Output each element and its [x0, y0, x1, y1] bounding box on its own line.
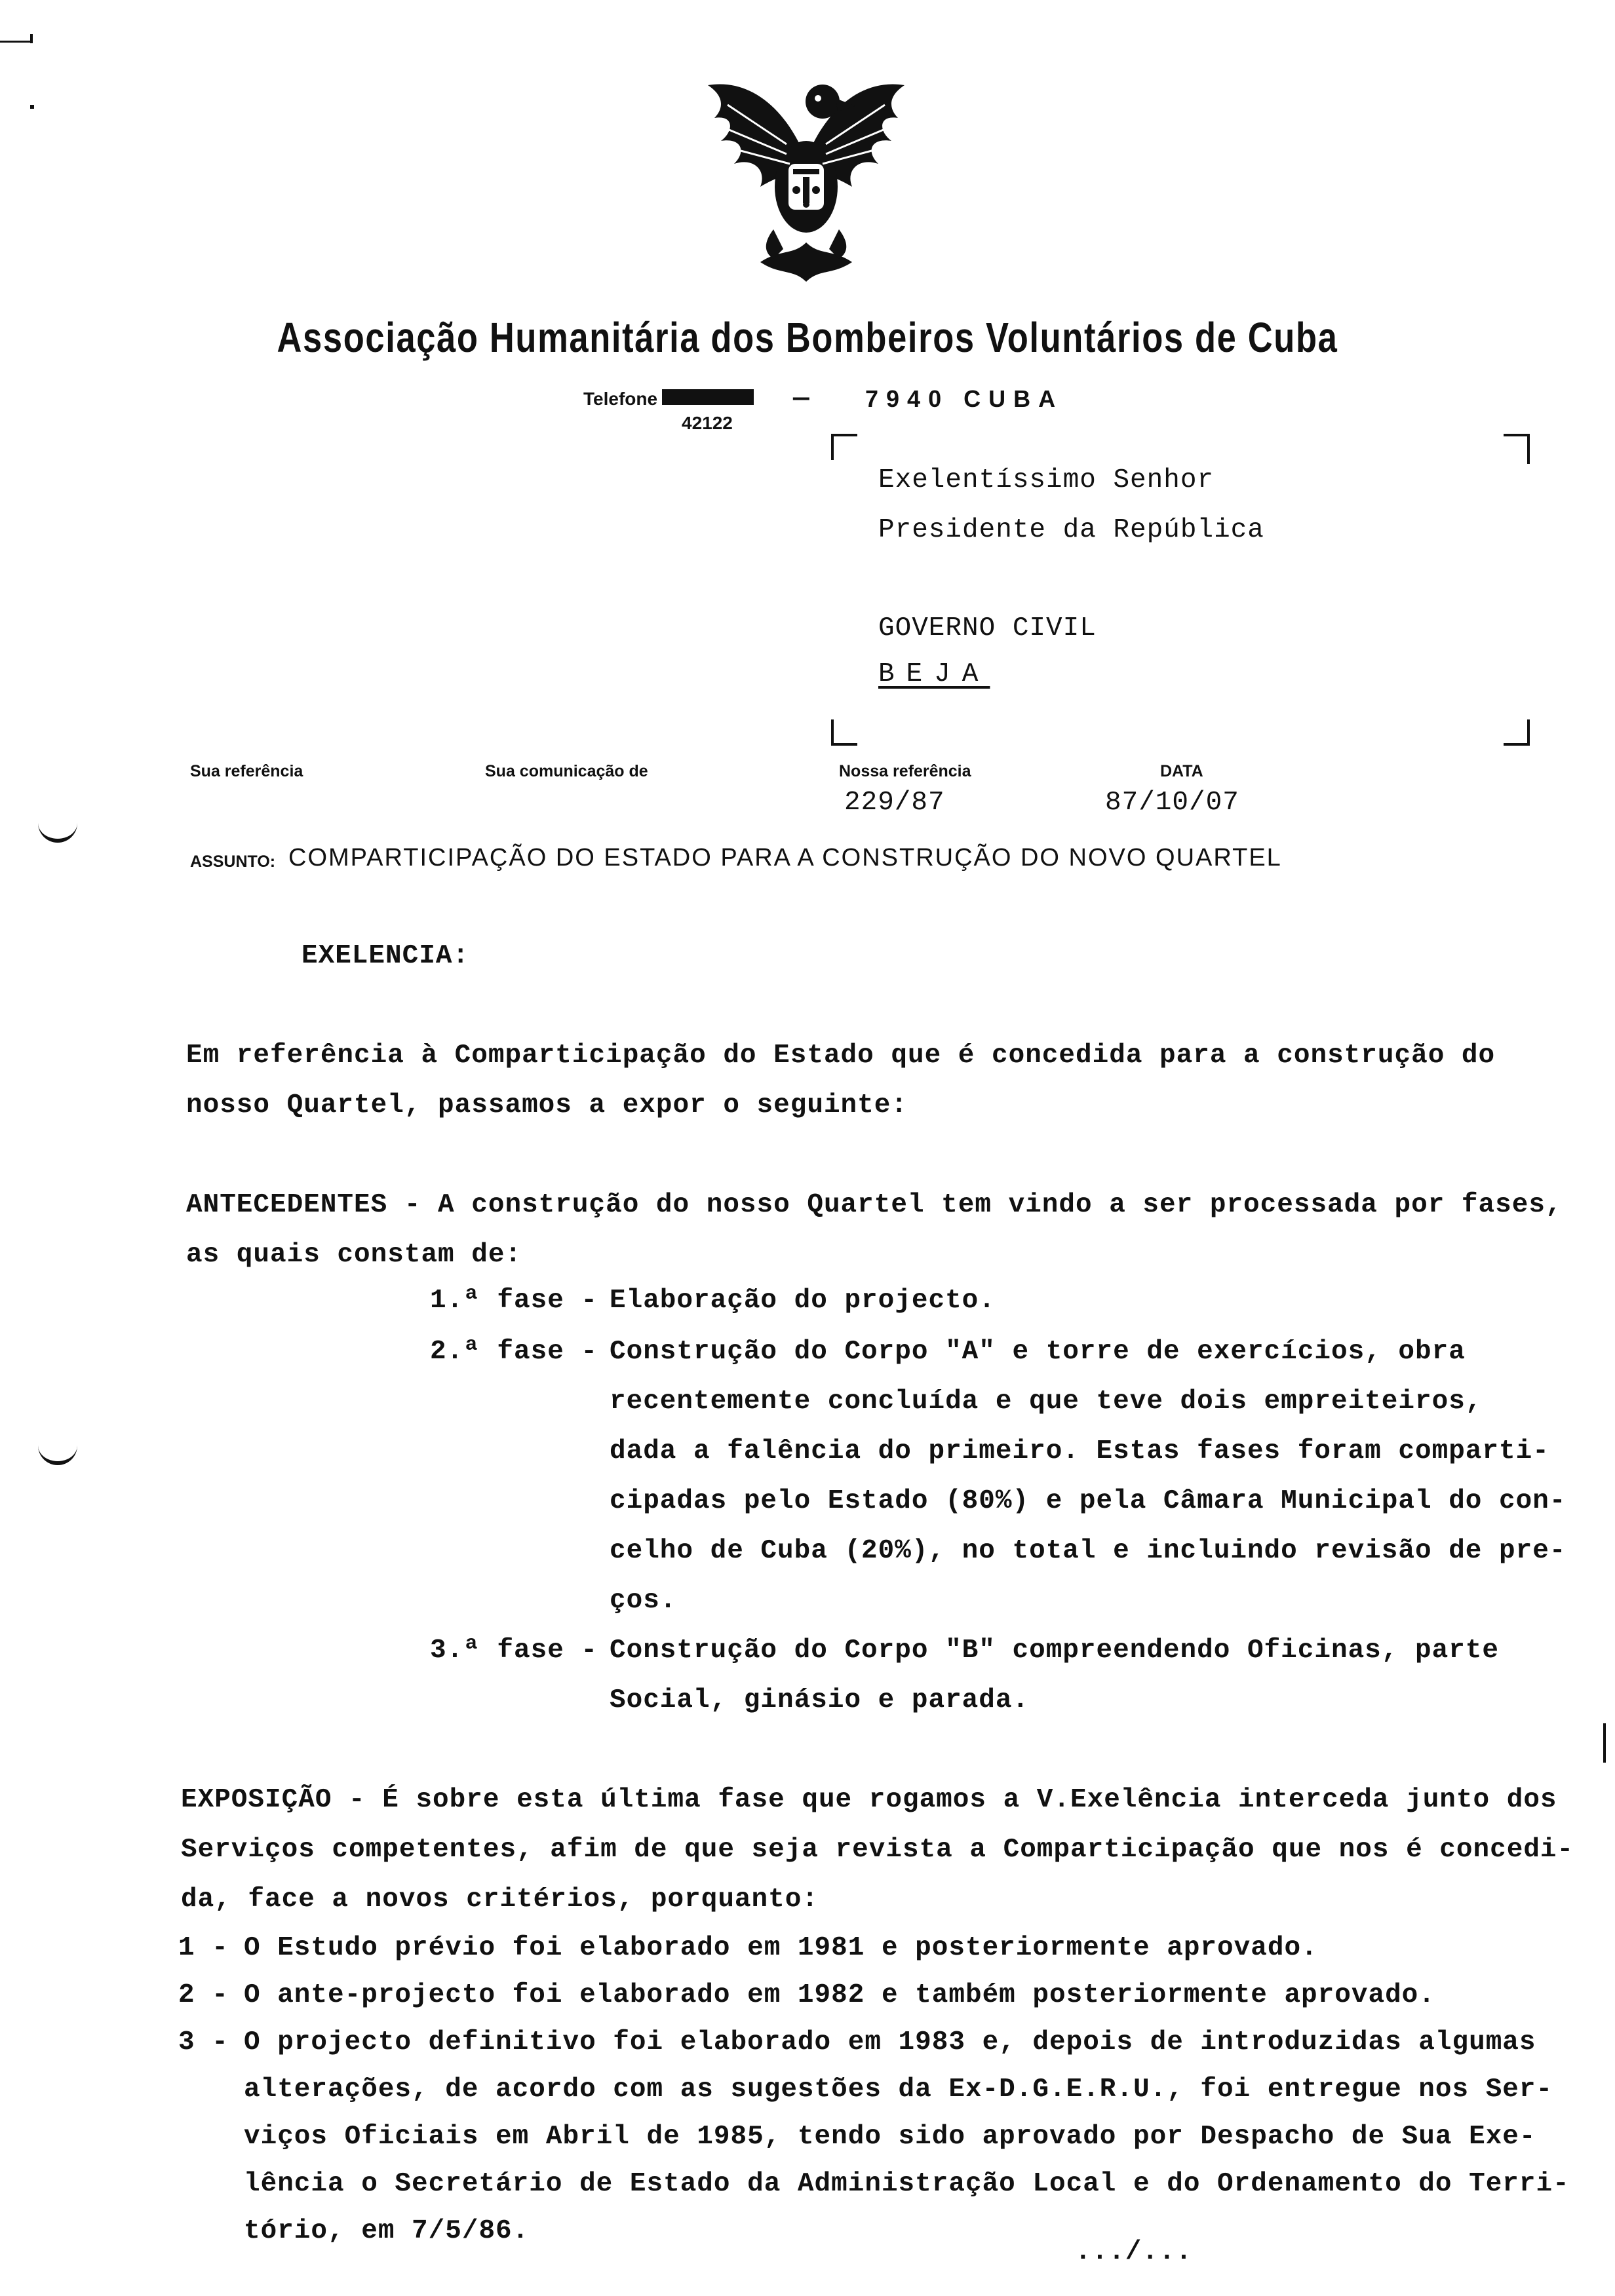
postal-code: 7940 CUBA — [865, 385, 1064, 412]
exposicao-line: da, face a novos critérios, porquanto: — [181, 1885, 819, 1915]
address-corner-bottom-left — [831, 719, 857, 746]
page-dot-mark — [30, 105, 34, 109]
item-line: viços Oficiais em Abril de 1985, tendo sido aprovado por Despacho de Sua Exe- — [244, 2122, 1536, 2152]
item-number: 2 - — [178, 1980, 229, 2010]
phone-label: Telefone — [583, 389, 658, 409]
addressee-line-3: GOVERNO CIVIL — [878, 613, 1097, 643]
intro-line: nosso Quartel, passamos a expor o seguinte: — [186, 1090, 908, 1120]
item-number: 3 - — [178, 2027, 229, 2057]
antecedentes-line: as quais constam de: — [186, 1240, 522, 1270]
address-corner-bottom-right — [1504, 719, 1530, 746]
phase-label: 3.ª fase - — [430, 1636, 598, 1666]
phase-line: dada a falência do primeiro. Estas fases foram comparti- — [610, 1436, 1549, 1466]
subject-text: COMPARTICIPAÇÃO DO ESTADO PARA A CONSTRUÇÃO DO NOVO QUARTEL — [288, 844, 1282, 871]
item-line: alterações, de acordo com as sugestões da Ex-D.G.E.R.U., foi entregue nos Ser- — [244, 2075, 1553, 2105]
salutation: EXELENCIA: — [302, 941, 470, 971]
our-reference-value: 229/87 — [844, 788, 945, 818]
addressee-line-1: Exelentíssimo Senhor — [878, 465, 1215, 495]
item-number: 1 - — [178, 1933, 229, 1963]
item-line: O projecto definitivo foi elaborado em 1983 e, depois de introduzidas algumas — [244, 2027, 1536, 2057]
date-value: 87/10/07 — [1105, 788, 1239, 818]
antecedentes-line: ANTECEDENTES - A construção do nosso Quartel tem vindo a ser processada por fases, — [186, 1190, 1563, 1220]
address-corner-top-right — [1504, 434, 1530, 464]
phase-line: celho de Cuba (20%), no total e incluindo revisão de pre- — [610, 1536, 1566, 1566]
phase-label: 2.ª fase - — [430, 1337, 598, 1367]
addressee-line-4: BEJA — [878, 659, 990, 689]
exposicao-line: EXPOSIÇÃO - É sobre esta última fase que rogamos a V.Exelência interceda junto dos — [181, 1785, 1557, 1815]
organization-name: Associação Humanitária dos Bombeiros Voluntários de Cuba — [277, 314, 1338, 361]
punch-hole-mark — [38, 813, 77, 843]
phase-line: Construção do Corpo "B" compreendendo Oficinas, parte — [610, 1636, 1500, 1666]
phone-separator: — — [793, 384, 810, 414]
continuation-mark: .../... — [1075, 2237, 1193, 2267]
your-reference-label: Sua referência — [190, 762, 303, 780]
exposicao-line: Serviços competentes, afim de que seja revista a Comparticipação que nos é concedi- — [181, 1835, 1574, 1865]
phase-label: 1.ª fase - — [430, 1286, 598, 1316]
phase-line: Elaboração do projecto. — [610, 1286, 996, 1316]
our-reference-label: Nossa referência — [839, 762, 971, 780]
right-edge-mark — [1603, 1723, 1606, 1763]
addressee-line-2: Presidente da República — [878, 515, 1264, 545]
phase-line: recentemente concluída e que teve dois empreiteiros, — [610, 1387, 1483, 1417]
item-line: O Estudo prévio foi elaborado em 1981 e posteriormente aprovado. — [244, 1933, 1318, 1963]
item-line: O ante-projecto foi elaborado em 1982 e também posteriormente aprovado. — [244, 1980, 1435, 2010]
intro-line: Em referência à Comparticipação do Estado que é concedida para a construção do — [186, 1041, 1496, 1071]
address-corner-top-left — [831, 434, 857, 460]
eagle-emblem-logo — [701, 66, 911, 288]
subject-label: ASSUNTO: — [190, 852, 276, 871]
phase-line: ços. — [610, 1586, 677, 1616]
phone-number: 42122 — [682, 413, 733, 433]
item-line: tório, em 7/5/86. — [244, 2216, 530, 2246]
phase-line: Construção do Corpo "A" e torre de exercícios, obra — [610, 1337, 1466, 1367]
punch-hole-mark — [38, 1435, 77, 1465]
phone-redaction — [662, 389, 754, 405]
phase-line: cipadas pelo Estado (80%) e pela Câmara Municipal do con- — [610, 1486, 1566, 1516]
your-communication-label: Sua comunicação de — [485, 762, 648, 780]
page-corner-mark — [30, 34, 33, 43]
page-corner-mark — [0, 41, 31, 43]
phase-line: Social, ginásio e parada. — [610, 1685, 1030, 1715]
item-line: lência o Secretário de Estado da Administração Local e do Ordenamento do Terri- — [244, 2169, 1570, 2199]
date-label: DATA — [1160, 762, 1203, 780]
